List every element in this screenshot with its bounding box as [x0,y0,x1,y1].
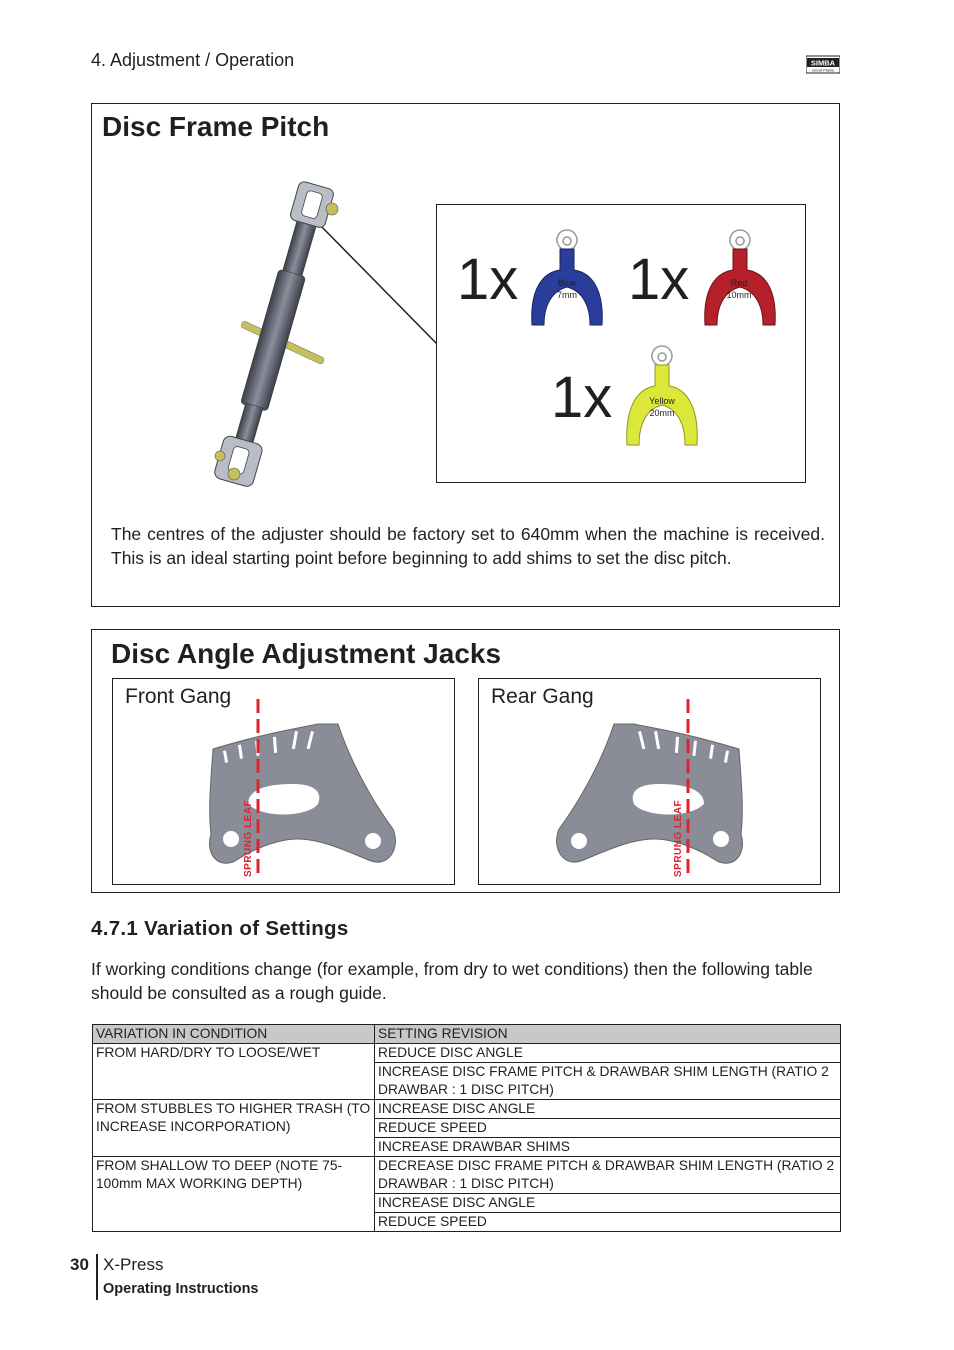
table-header-row [93,1025,841,1044]
table-row [93,1157,841,1194]
shims-inset [436,204,806,483]
simba-logo [806,53,840,75]
condition-cell: FROM HARD/DRY TO LOOSE/WET [93,1044,375,1100]
section-intro: If working conditions change (for example, from dry to wet conditions) then the following table should be consulted as a rough guide. [91,959,813,1003]
page-number: 30 [70,1255,89,1274]
table-row [93,1100,841,1119]
footer-divider [96,1254,98,1300]
shim-label-yellow [637,395,687,419]
shim-size-yellow: 20mm [649,408,675,418]
revision-cell: INCREASE DISC ANGLE [375,1100,841,1119]
revision-cell: REDUCE SPEED [375,1213,841,1232]
adjuster-note: The centres of the adjuster should be factory set to 640mm when the machine is received. This is an ideal starting point before beginning to add shims to set the disc pitch. [111,524,825,568]
front-gang-panel [112,678,455,885]
condition-cell: FROM SHALLOW TO DEEP (NOTE 75-100mm MAX WORKING DEPTH) [93,1157,375,1232]
rear-gang-label: Rear Gang [491,685,594,708]
revision-cell: INCREASE DRAWBAR SHIMS [375,1138,841,1157]
disc-frame-pitch-panel [91,103,840,607]
footer-product: X-Press [103,1255,164,1274]
revision-cell: REDUCE DISC ANGLE [375,1044,841,1063]
front-sprung-leaf-line [256,699,260,879]
footer-subtitle: Operating Instructions [103,1281,259,1297]
rear-gang-panel [478,678,821,885]
shim-label-blue [542,277,592,301]
disc-frame-pitch-title: Disc Frame Pitch [102,111,330,142]
condition-cell: FROM STUBBLES TO HIGHER TRASH (TO INCREASE INCORPORATION) [93,1100,375,1157]
table-row [93,1044,841,1063]
front-gang-plate-illustration [203,709,403,874]
column-header-revision: SETTING REVISION [375,1025,841,1044]
rear-gang-plate-illustration [549,709,749,874]
disc-angle-title: Disc Angle Adjustment Jacks [111,638,502,669]
shim-color-blue: Blue [557,278,576,288]
shim-color-red: Red [730,278,748,288]
section-heading: 4.7.1 Variation of Settings [91,917,349,940]
svg-text:Great Plains: Great Plains [811,67,835,73]
shim-count-red: 1x [628,247,690,312]
svg-text:SIMBA: SIMBA [810,58,836,68]
shim-size-blue: 7mm [557,290,577,300]
shim-size-red: 10mm [726,290,752,300]
revision-cell: INCREASE DISC FRAME PITCH & DRAWBAR SHIM LENGTH (RATIO 2 DRAWBAR : 1 DISC PITCH) [375,1063,841,1100]
rear-sprung-leaf-label: SPRUNG LEAF [673,799,684,877]
shim-color-yellow: Yellow [649,396,675,406]
section-header: 4. Adjustment / Operation [91,50,295,70]
adjuster-illustration [192,174,452,504]
revision-cell: DECREASE DISC FRAME PITCH & DRAWBAR SHIM LENGTH (RATIO 2 DRAWBAR : 1 DISC PITCH) [375,1157,841,1194]
front-sprung-leaf-label: SPRUNG LEAF [243,799,254,877]
shim-count-blue: 1x [457,247,519,312]
column-header-condition: VARIATION IN CONDITION [93,1025,375,1044]
revision-cell: REDUCE SPEED [375,1119,841,1138]
rear-sprung-leaf-line [686,699,690,879]
front-gang-label: Front Gang [125,685,232,708]
settings-table [92,1024,841,1232]
disc-angle-panel [91,629,840,893]
shim-count-yellow: 1x [551,365,613,430]
revision-cell: INCREASE DISC ANGLE [375,1194,841,1213]
shim-label-red [714,277,764,301]
